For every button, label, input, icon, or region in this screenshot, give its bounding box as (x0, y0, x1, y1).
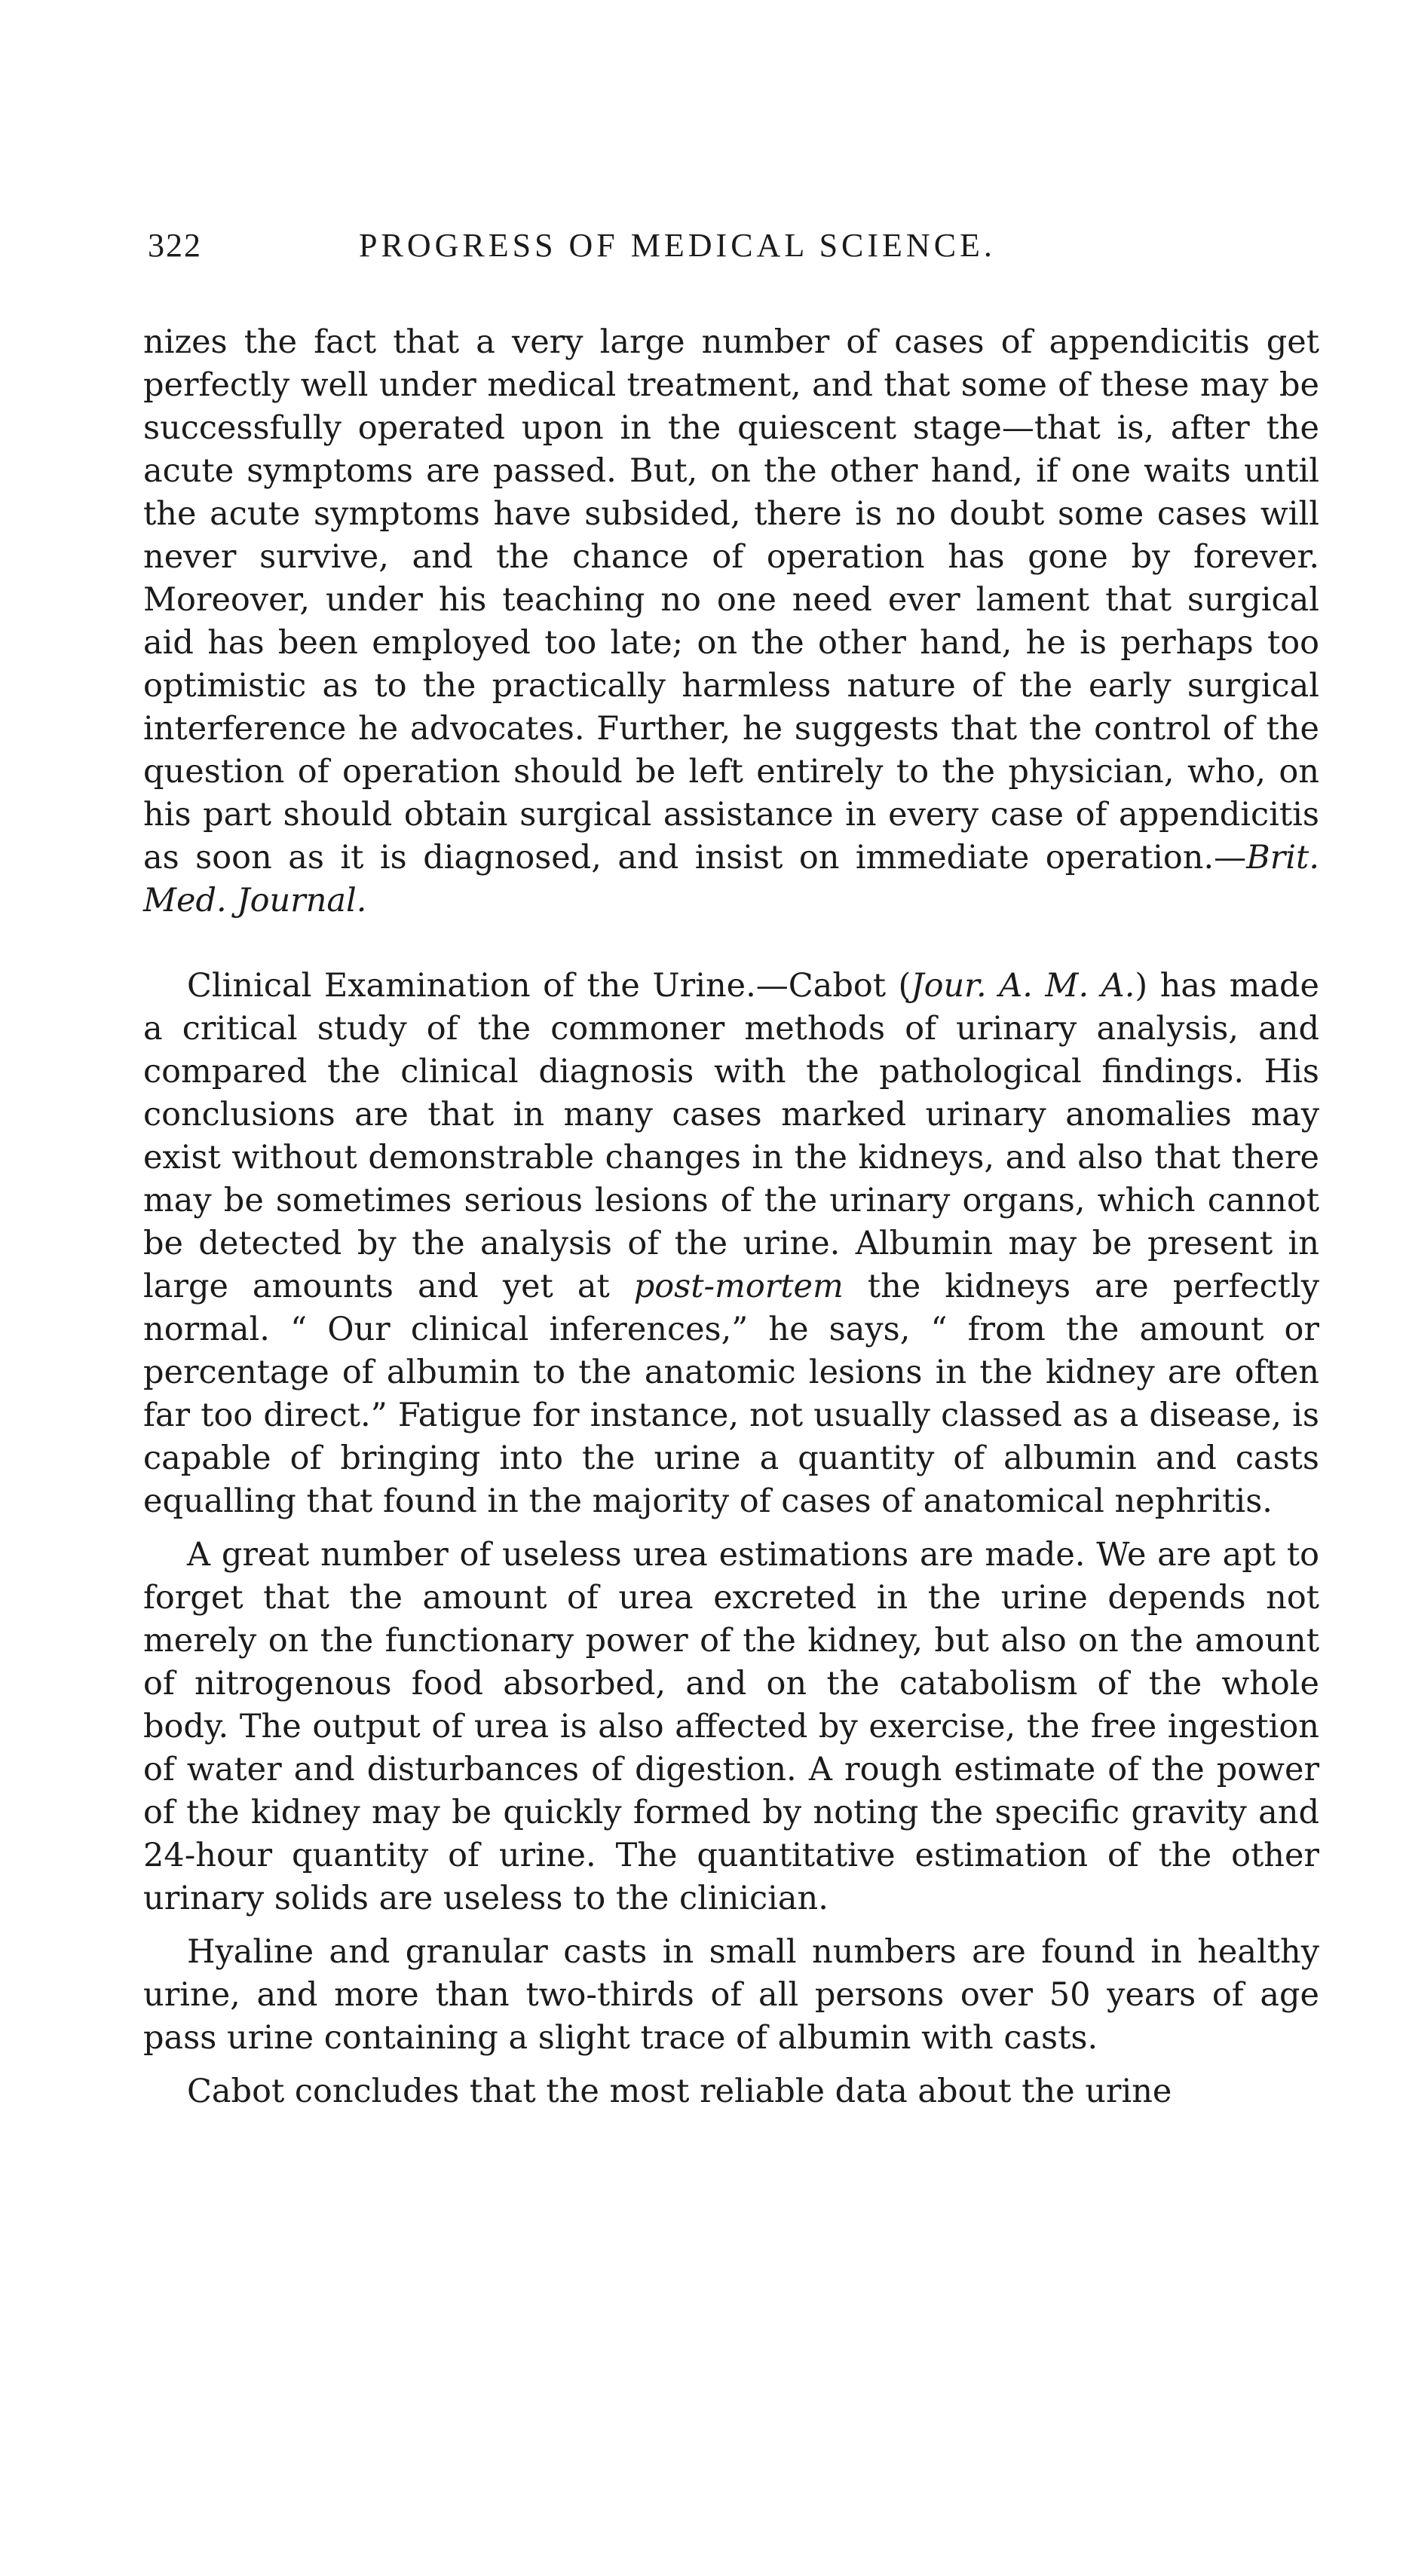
section-text-b: the kidneys are perfectly normal. “ Our clinical inferences,” he says, “ from the amount or percentage of albumin to the anatomic lesions in the kidney are often far too direct.” Fatigue for instance, not usually classed as a disease, is capable of bringing into the urine a quantity of albumin and casts equalling that found in the majority of cases of anatomical nephritis. (143, 1268, 1319, 1520)
section-term: post-mortem (633, 1268, 844, 1305)
paragraph-text: nizes the fact that a very large number of cases of appendicitis get perfectly well under medical treatment, and that some of these may be successfully operated upon in the quiescent stage—that is, after the acute symptoms are passed. But, on the other hand, if one waits until the acute symptoms have subsided, there is no doubt some cases will never survive, and the chance of operation has gone by forever. Moreover, under his teaching no one need ever lament that surgical aid has been employed too late; on the other hand, he is perhaps too optimistic as to the practically harmless nature of the early surgical interference he advocates. Further, he suggests that the control of the question of operation should be left entirely to the physician, who, on his part should obtain surgical assistance in every case of appendicitis as soon as it is diagnosed, and insist on immediate operation.— (143, 323, 1319, 877)
running-title: PROGRESS OF MEDICAL SCIENCE. (359, 227, 996, 264)
journal-citation: Brit. Med. Journal. (143, 839, 1319, 919)
paragraph-continuation (143, 321, 1319, 922)
section-source: Jour. A. M. A. (911, 967, 1135, 1005)
page-number: 322 (148, 227, 202, 264)
section-heading: Clinical Examination of the Urine. (187, 967, 756, 1005)
paragraph-casts: Hyaline and granular casts in small numbers are found in healthy urine, and more than two-thirds of all persons over 50 years of age pass urine containing a slight trace of albumin with casts. (143, 1933, 1319, 2057)
body-text (143, 321, 1319, 2113)
page-header (148, 226, 1309, 271)
section-intro: —Cabot ( (755, 967, 911, 1005)
paragraph-urea: A great number of useless urea estimations are made. We are apt to forget that the amount of urea excreted in the urine depends not merely on the functionary power of the kidney, but also on the amount of nitrogenous food absorbed, and on the catabolism of the whole body. The output of urea is also affected by exercise, the free ingestion of water and disturbances of digestion. A rough estimate of the power of the kidney may be quickly formed by noting the specific gravity and 24-hour quantity of urine. The quantitative estimation of the other urinary solids are useless to the clinician. (143, 1536, 1319, 1917)
section-paragraph (143, 965, 1319, 1523)
paragraph-conclusion: Cabot concludes that the most reliable data about the urine (187, 2073, 1172, 2110)
section-text-a: ) has made a critical study of the commoner methods of urinary analysis, and compared the clinical diagnosis with the pathological findings. His conclusions are that in many cases marked urinary anomalies may exist without demonstrable changes in the kidneys, and also that there may be sometimes serious lesions of the urinary organs, which cannot be detected by the analysis of the urine. Albumin may be present in large amounts and yet at (143, 967, 1320, 1305)
